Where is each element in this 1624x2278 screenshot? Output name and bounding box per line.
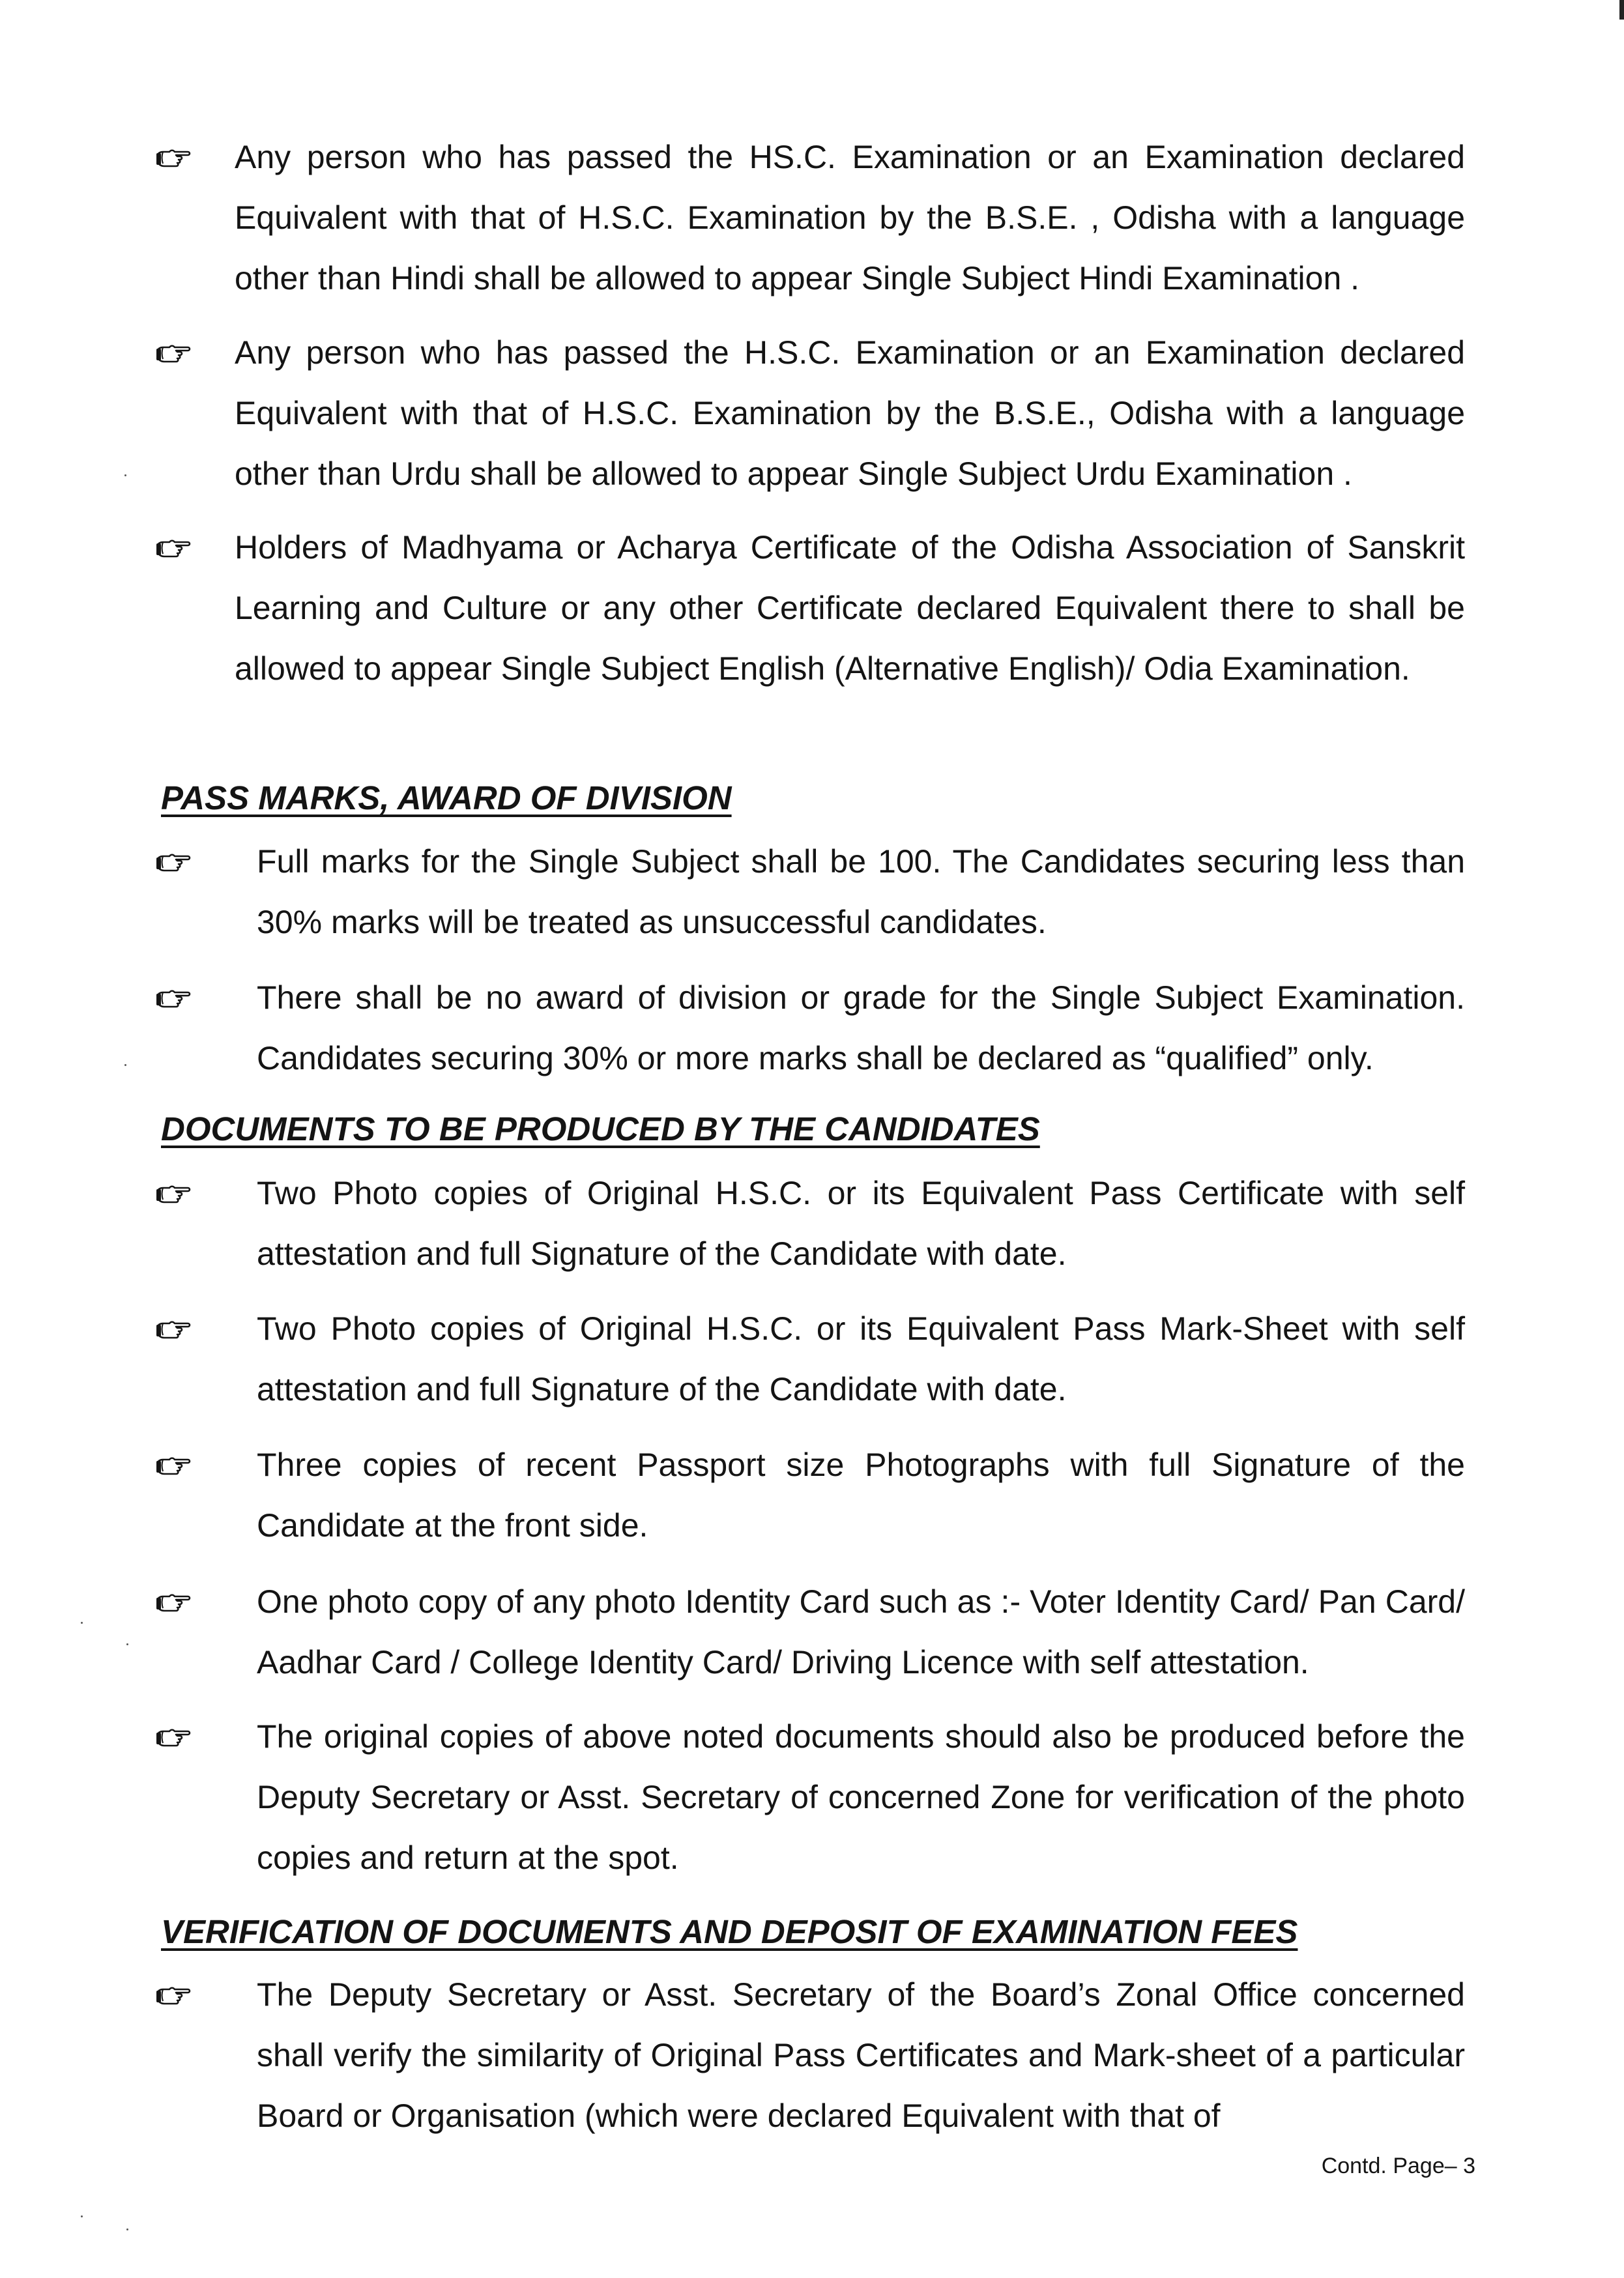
list-item-text: The Deputy Secretary or Asst. Secretary of the Board’s Zonal Office concerned shall verify the similarity of Original Pass Certificates and Mark-sheet of a particular Board or Organisation (which were declared Equivalent with that of [257,1976,1465,2134]
pointing-hand-icon [156,990,192,1008]
section-heading: DOCUMENTS TO BE PRODUCED BY THE CANDIDATES [161,1110,1040,1147]
pointing-hand-icon [156,1729,192,1747]
scan-speck [126,2228,128,2230]
pointing-hand-icon [156,1321,192,1339]
list-item-text: One photo copy of any photo Identity Card such as :- Voter Identity Card/ Pan Card/ Aadhar Card / College Identity Card/ Driving Licence with self attestation. [257,1583,1465,1680]
section-heading: VERIFICATION OF DOCUMENTS AND DEPOSIT OF EXAMINATION FEES [161,1913,1298,1950]
scan-corner-mark [1619,0,1624,20]
pointing-hand-icon [156,540,192,558]
list-item-text: Holders of Madhyama or Acharya Certificate of the Odisha Association of Sanskrit Learning and Culture or any other Certificate declared Equivalent there to shall be allowed to appear Single Subject English (Alternative English)/ Odia Examination. [235,529,1465,687]
pointing-hand-icon [156,1594,192,1612]
list-item-text: Full marks for the Single Subject shall be 100. The Candidates securing less than 30% marks will be treated as unsuccessful candidates. [257,843,1465,940]
list-item-text: Any person who has passed the H.S.C. Examination or an Examination declared Equivalent with that of H.S.C. Examination by the B.S.E., Odisha with a language other than Urdu shall be allowed to appear Single Subject Urdu Examination . [235,334,1465,492]
list-item-text: Three copies of recent Passport size Photographs with full Signature of the Candidate at the front side. [257,1447,1465,1544]
list-item-text: There shall be no award of division or grade for the Single Subject Examination. Candidates securing 30% or more marks shall be declared as “qualified” only. [257,979,1465,1076]
pointing-hand-icon [156,1987,192,2005]
pointing-hand-icon [156,1185,192,1204]
scan-speck [126,1643,128,1645]
scan-speck [81,1622,83,1624]
list-item-text: Any person who has passed the HS.C. Examination or an Examination declared Equivalent with that of H.S.C. Examination by the B.S.E. , Odisha with a language other than Hindi shall be allowed to appear Single Subject Hindi Examination . [235,139,1465,296]
list-item-text: The original copies of above noted documents should also be produced before the Deputy Secretary or Asst. Secretary of concerned Zone for verification of the photo copies and return at the spot. [257,1718,1465,1876]
pointing-hand-icon [156,1457,192,1475]
scan-speck [124,1064,126,1066]
scan-speck [81,2215,83,2217]
list-item-text: Two Photo copies of Original H.S.C. or its Equivalent Pass Mark-Sheet with self attestation and full Signature of the Candidate with date. [257,1310,1465,1407]
pointing-hand-icon [156,345,192,363]
scan-speck [124,474,126,476]
list-item-text: Two Photo copies of Original H.S.C. or its Equivalent Pass Certificate with self attestation and full Signature of the Candidate with date. [257,1175,1465,1272]
pointing-hand-icon [156,854,192,872]
continued-page-note: Contd. Page– 3 [1321,2154,1475,2178]
section-heading: PASS MARKS, AWARD OF DIVISION [161,779,732,816]
pointing-hand-icon [156,149,192,167]
